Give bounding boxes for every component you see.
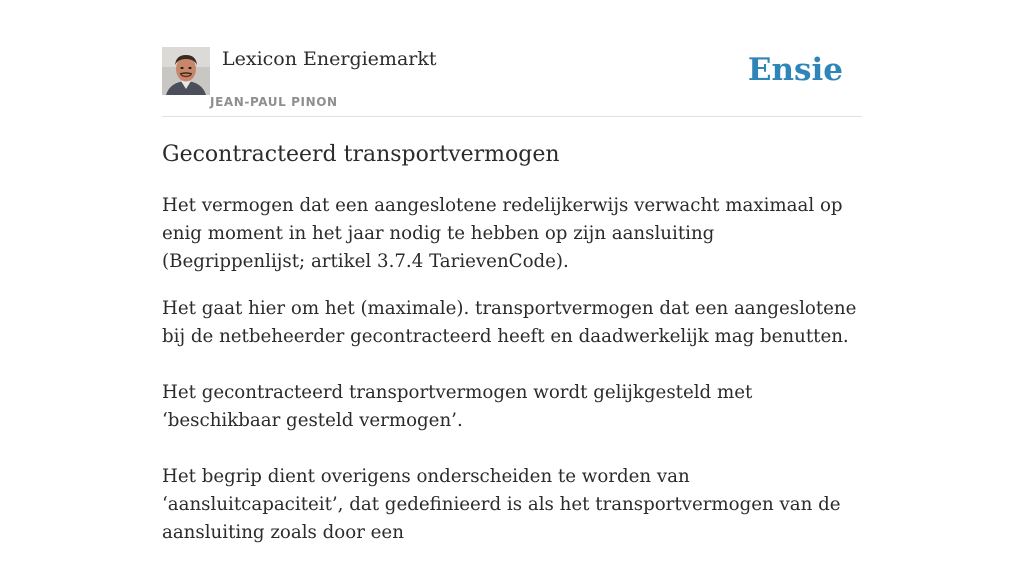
brand-logo[interactable]: Ensie [747,52,843,88]
author-avatar[interactable] [162,47,210,95]
publication-title[interactable]: Lexicon Energiemarkt [222,48,437,70]
article-paragraph-4: Het begrip dient overigens onderscheiden te worden van ‘aansluitcapaciteit’, dat gedefinieerd is als het transportvermogen van de aansluiting zoals door een [162,466,841,543]
article-title: Gecontracteerd transportvermogen [162,142,560,167]
article-paragraph-2: Het gaat hier om het (maximale). transportvermogen dat een aangeslotene bij de netbeheerder gecontracteerd heeft en daadwerkelijk mag benutten. [162,298,857,347]
article-paragraph-1: Het vermogen dat een aangeslotene redelijkerwijs verwacht maximaal op enig moment in het jaar nodig te hebben op zijn aansluiting (Begrippenlijst; artikel 3.7.4 TarievenCode). [162,195,843,272]
article-paragraph-3: Het gecontracteerd transportvermogen wordt gelijkgesteld met ‘beschikbaar gesteld vermogen’. [162,382,753,431]
page-header [162,44,862,117]
author-photo-icon [162,47,210,95]
article-body [162,192,862,566]
author-name[interactable]: JEAN-PAUL PINON [210,95,338,109]
